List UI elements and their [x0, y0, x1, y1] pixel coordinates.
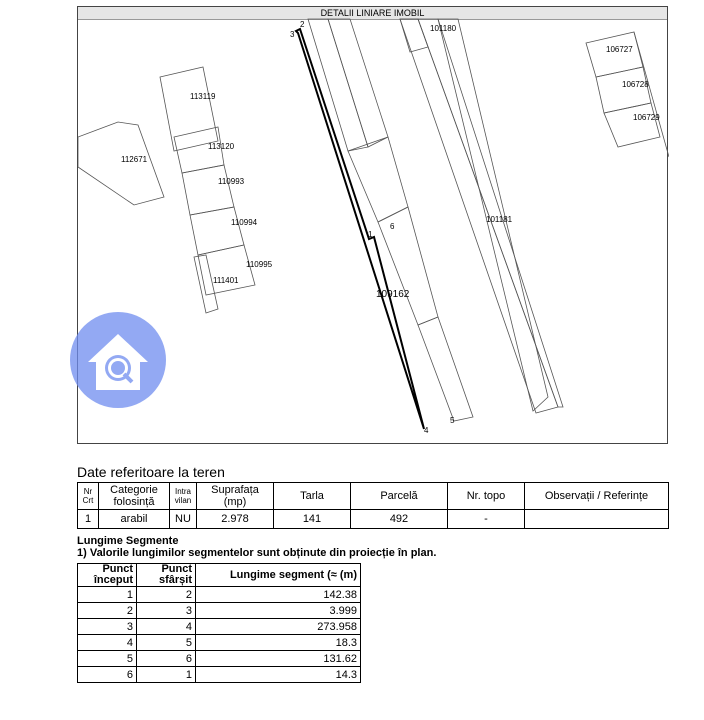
map-header: DETALII LINIARE IMOBIL [78, 7, 667, 20]
cell-length: 18.3 [196, 635, 361, 651]
header-punct-sfarsit: Punct sfârșit [137, 564, 196, 587]
table-row [78, 619, 361, 635]
label-101180: 101180 [430, 24, 457, 33]
parcel-113119-shape [160, 67, 218, 151]
teren-section-title: Date referitoare la teren [77, 464, 225, 480]
cell-end: 3 [137, 603, 196, 619]
label-113120: 113120 [208, 142, 235, 151]
parcel-106728-shape [596, 67, 651, 113]
point-4: 4 [424, 426, 429, 435]
table-row [78, 587, 361, 603]
label-106728: 106728 [622, 80, 649, 89]
cell-suprafata: 2.978 [197, 510, 274, 529]
header-nr-topo: Nr. topo [448, 483, 525, 510]
header-lungime: Lungime segment (≈ (m) [196, 564, 361, 587]
segments-table [77, 563, 361, 683]
cell-nr: 1 [78, 510, 99, 529]
cell-length: 3.999 [196, 603, 361, 619]
header-tarla: Tarla [274, 483, 351, 510]
parcel-106729-shape [604, 103, 660, 147]
header-parcela: Parcelă [351, 483, 448, 510]
cell-start: 5 [78, 651, 137, 667]
parcel-109162-outline [296, 29, 424, 429]
header-punct-inceput: Punct început [78, 564, 137, 587]
label-110993: 110993 [218, 177, 245, 186]
header-nr-crt: Nr Crt [78, 483, 99, 510]
table-row [78, 635, 361, 651]
header-categorie: Categorie folosință [99, 483, 170, 510]
label-110994: 110994 [231, 218, 258, 227]
point-3: 3 [290, 30, 295, 39]
table-row [78, 651, 361, 667]
cell-length: 273.958 [196, 619, 361, 635]
label-112671: 112671 [121, 155, 148, 164]
segments-header-row [78, 564, 361, 587]
cell-end: 1 [137, 667, 196, 683]
cadastral-map [78, 7, 669, 445]
cell-length: 142.38 [196, 587, 361, 603]
label-110995: 110995 [246, 260, 273, 269]
cell-intravilan: NU [170, 510, 197, 529]
point-6: 6 [390, 222, 395, 231]
cell-categorie: arabil [99, 510, 170, 529]
segments-subtitle: 1) Valorile lungimilor segmentelor sunt obținute din proiecție în plan. [77, 547, 437, 559]
table-row [78, 603, 361, 619]
cell-length: 131.62 [196, 651, 361, 667]
label-106729: 106729 [633, 113, 660, 122]
cell-end: 6 [137, 651, 196, 667]
header-observatii: Observații / Referințe [525, 483, 669, 510]
house-search-icon [70, 312, 166, 408]
label-111401: 111401 [213, 276, 239, 285]
label-113119: 113119 [190, 92, 216, 101]
cell-start: 2 [78, 603, 137, 619]
header-suprafata: Suprafața (mp) [197, 483, 274, 510]
label-106727: 106727 [606, 45, 633, 54]
cell-nr-topo: - [448, 510, 525, 529]
parcel-106727-shape [586, 32, 643, 77]
point-5: 5 [450, 416, 455, 425]
cell-start: 1 [78, 587, 137, 603]
cell-start: 3 [78, 619, 137, 635]
cell-end: 4 [137, 619, 196, 635]
cell-parcela: 492 [351, 510, 448, 529]
label-109162: 109162 [376, 289, 410, 300]
cell-end: 5 [137, 635, 196, 651]
teren-header-row [78, 483, 669, 510]
cell-tarla: 141 [274, 510, 351, 529]
cell-start: 4 [78, 635, 137, 651]
table-row [78, 510, 669, 529]
cell-start: 6 [78, 667, 137, 683]
table-row [78, 667, 361, 683]
cell-length: 14.3 [196, 667, 361, 683]
cell-observatii [525, 510, 669, 529]
teren-table [77, 482, 669, 529]
header-intravilan: Intra vilan [170, 483, 197, 510]
segments-title: Lungime Segmente [77, 535, 179, 547]
cell-end: 2 [137, 587, 196, 603]
point-2: 2 [300, 20, 305, 29]
label-101181: 101181 [486, 215, 513, 224]
point-1: 1 [368, 230, 373, 239]
